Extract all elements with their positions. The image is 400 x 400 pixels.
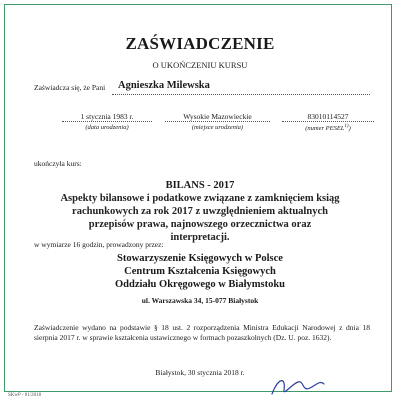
signature-mark xyxy=(268,372,328,400)
birth-place-caption: (miejsce urodzenia) xyxy=(191,124,244,131)
organizer-line: Oddziału Okręgowego w Białymstoku xyxy=(114,279,286,290)
course-description: Aspekty bilansowe i podatkowe związane z zamknięciem ksiąg rachunkowych za rok 2017 z uwzględnieniem aktualnych przepisów prawa, najnowszego orzecznictwa oraz interpretacji. xyxy=(60,193,340,243)
organizer-address: ul. Warszawska 34, 15-077 Białystok xyxy=(141,296,259,305)
birth-place-line xyxy=(165,121,270,122)
place-and-date: Białystok, 30 stycznia 2018 r. xyxy=(155,368,245,377)
certificate-subtitle: O UKOŃCZENIU KURSU xyxy=(152,60,248,70)
organizer-line: Centrum Kształcenia Księgowych xyxy=(124,266,276,277)
pesel-line xyxy=(282,121,374,122)
organizer-line: Stowarzyszenie Księgowych w Polsce xyxy=(117,253,283,264)
pesel-caption: (numer PESEL$^{1)}$) xyxy=(305,124,351,133)
name-dotted-line xyxy=(112,94,370,95)
birth-date-line xyxy=(62,121,152,122)
birth-date: 1 stycznia 1983 r. xyxy=(80,112,134,121)
scope-text: w wymiarze 16 godzin, prowadzony przez: xyxy=(34,240,164,249)
birth-place: Wysokie Mazowieckie xyxy=(183,112,252,121)
recipient-name: Agnieszka Milewska xyxy=(118,80,210,91)
pesel-number: 83010114527 xyxy=(307,112,349,121)
course-title: BILANS - 2017 xyxy=(165,180,235,191)
completed-label: ukończyła kurs: xyxy=(34,159,82,168)
certify-prefix: Zaświadcza się, że Pani xyxy=(34,83,106,92)
legal-basis: Zaświadczenie wydano na podstawie § 18 ust. 2 rozporządzenia Ministra Edukacji Narodowej z dnia 18 sierpnia 2017 r. w sprawie kształcenia ustawicznego w formach pozaszkolnych (Dz. U. poz. 1632). xyxy=(34,323,370,342)
birth-date-caption: (data urodzenia) xyxy=(85,124,129,131)
bottom-cut-text: SKwP - 01/2018 xyxy=(8,393,42,398)
certificate-title: ZAŚWIADCZENIE xyxy=(125,34,275,53)
